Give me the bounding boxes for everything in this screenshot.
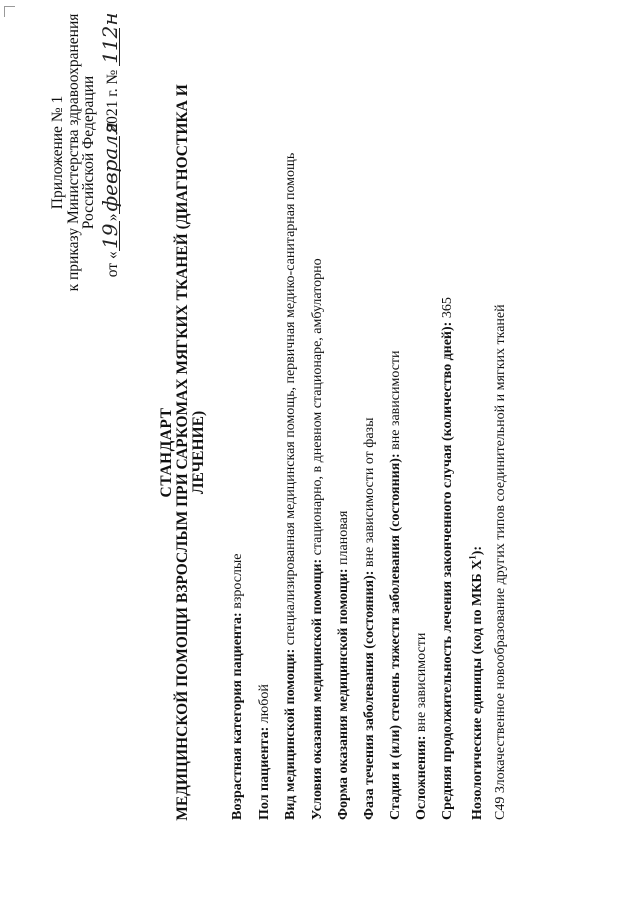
field-label: Фаза течения заболевания (состояния):: [362, 570, 377, 820]
scan-corner-mark: [4, 6, 15, 17]
field-disease-stage: [388, 350, 404, 820]
field-sex: [257, 684, 273, 820]
title-standard: СТАНДАРТ: [158, 407, 175, 498]
field-treatment-duration: [440, 297, 456, 820]
document-title: [159, 20, 207, 885]
field-value: специализированная медицинская помощь, первичная медико-санитарная помощь: [283, 152, 298, 649]
appendix-number: Приложение № 1: [49, 95, 66, 210]
field-label: Средняя продолжительность лечения законченного случая (количество дней):: [440, 321, 455, 820]
field-complications: [414, 633, 430, 820]
field-label: Возрастная категория пациента:: [230, 612, 245, 820]
handwritten-order-number: 112н: [97, 12, 122, 64]
field-label: Стадия и (или) степень тяжести заболевания (состояния):: [388, 453, 403, 820]
field-label: Нозологические единицы (код по МКБ X: [469, 559, 485, 820]
field-label: Вид медицинской помощи:: [283, 648, 298, 820]
field-label: Осложнения:: [414, 735, 429, 820]
field-value: C49 Злокачественное новообразование других типов соединительной и мягких тканей: [493, 304, 508, 820]
field-value: плановая: [336, 510, 351, 569]
field-value: любой: [257, 684, 272, 727]
field-value: 365: [440, 297, 455, 322]
field-label: Пол пациента:: [257, 726, 272, 820]
footnote-marker: 1: [467, 555, 477, 560]
field-care-conditions: [310, 258, 326, 820]
title-tail: ЛЕЧЕНИЕ): [190, 410, 207, 495]
field-value: вне зависимости: [414, 632, 429, 736]
field-care-type: [283, 153, 299, 820]
date-prefix: от «: [103, 251, 121, 278]
field-value: вне зависимости от фазы: [362, 417, 377, 571]
date-year: 2021 г. №: [103, 69, 121, 132]
field-label: Форма оказания медицинской помощи:: [336, 568, 351, 820]
field-age-category: [230, 553, 246, 820]
field-care-form: [336, 511, 352, 820]
field-value: взрослые: [230, 553, 245, 613]
date-mid: »: [103, 213, 121, 222]
appendix-federation: Российской Федерации: [80, 75, 97, 230]
field-label: Условия оказания медицинской помощи:: [310, 558, 325, 820]
field-disease-phase: [362, 418, 378, 821]
field-value: стационарно, в дневном стационаре, амбулаторно: [310, 258, 325, 559]
field-nosology: [467, 546, 486, 820]
title-main: МЕДИЦИНСКОЙ ПОМОЩИ ВЗРОСЛЫМ ПРИ САРКОМАХ МЯГКИХ ТКАНЕЙ (ДИАГНОСТИКА И: [174, 84, 191, 821]
handwritten-day: 19: [101, 221, 120, 251]
order-date-line: [97, 0, 122, 305]
appendix-order-ref: к приказу Министерства здравоохранения: [64, 13, 82, 292]
appendix-block: [50, 0, 120, 305]
handwritten-month: февраля: [97, 121, 122, 212]
field-icd-code: [493, 304, 509, 820]
field-value: вне зависимости: [388, 350, 403, 454]
field-label-tail: ):: [469, 545, 485, 556]
